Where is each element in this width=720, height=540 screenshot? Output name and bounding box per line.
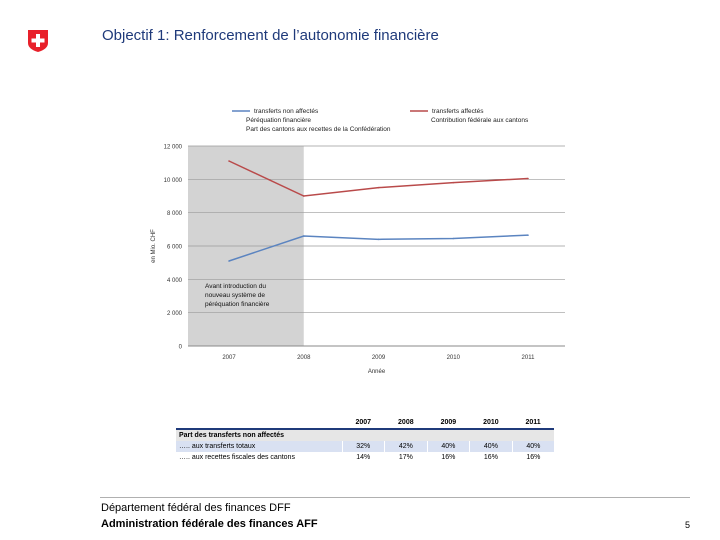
y-tick-label: 2 000 bbox=[166, 311, 182, 318]
y-tick-label: 4 000 bbox=[166, 277, 182, 284]
legend-label: transferts non affectés bbox=[254, 108, 319, 115]
data-point bbox=[527, 234, 529, 236]
footer-administration: Administration fédérale des finances AFF bbox=[101, 518, 318, 530]
table-cell: 16% bbox=[427, 452, 470, 463]
table-header-cell: 2007 bbox=[342, 417, 385, 429]
data-point bbox=[452, 238, 454, 240]
table-cell: 40% bbox=[470, 441, 513, 452]
x-tick-label: 2008 bbox=[297, 355, 311, 361]
legend-label: Contribution fédérale aux cantons bbox=[431, 117, 529, 124]
data-point bbox=[228, 160, 230, 162]
x-tick-label: 2010 bbox=[446, 355, 460, 361]
data-point bbox=[378, 239, 380, 241]
x-tick-label: 2007 bbox=[222, 355, 236, 361]
y-tick-label: 6 000 bbox=[166, 244, 182, 251]
table-cell: 16% bbox=[470, 452, 513, 463]
table-header-cell bbox=[176, 417, 342, 429]
table-header-cell: 2009 bbox=[427, 417, 470, 429]
shaded-region-annotation: Avant introduction du bbox=[205, 283, 266, 290]
x-axis-label: Année bbox=[367, 369, 386, 375]
data-point bbox=[303, 235, 305, 237]
table-row bbox=[176, 441, 554, 452]
y-tick-label: 0 bbox=[178, 344, 182, 351]
footer-department: Département fédéral des finances DFF bbox=[101, 502, 291, 514]
table-cell: 42% bbox=[385, 441, 428, 452]
table-header-cell: 2008 bbox=[385, 417, 428, 429]
x-tick-label: 2009 bbox=[371, 355, 386, 361]
table-cell: 40% bbox=[427, 441, 470, 452]
legend-label: Péréquation financière bbox=[246, 117, 312, 124]
shaded-region-annotation: péréquation financière bbox=[205, 301, 270, 308]
y-tick-label: 10 000 bbox=[163, 177, 182, 184]
x-tick-label: 2011 bbox=[521, 355, 535, 361]
data-point bbox=[303, 195, 305, 197]
data-point bbox=[452, 182, 454, 184]
legend-label: transferts affectés bbox=[432, 108, 484, 115]
page-title: Objectif 1: Renforcement de l’autonomie financière bbox=[102, 27, 439, 44]
shaded-region-annotation: nouveau système de bbox=[205, 292, 265, 299]
table-header-cell: 2010 bbox=[470, 417, 513, 429]
table-row-label: ….. aux transferts totaux bbox=[176, 441, 342, 452]
page-number: 5 bbox=[685, 520, 691, 530]
table-cell: 17% bbox=[385, 452, 428, 463]
table-cell: 32% bbox=[342, 441, 385, 452]
table-cell: 14% bbox=[342, 452, 385, 463]
y-axis-label: en Mio. CHF bbox=[151, 229, 157, 263]
y-tick-label: 12 000 bbox=[163, 144, 182, 151]
data-point bbox=[378, 187, 380, 189]
footer-divider bbox=[100, 497, 690, 498]
data-point bbox=[228, 260, 230, 262]
table-section-row bbox=[176, 429, 554, 441]
table-cell: 16% bbox=[512, 452, 554, 463]
table-section-label: Part des transferts non affectés bbox=[176, 429, 554, 441]
legend-label: Part des cantons aux recettes de la Confédération bbox=[246, 126, 391, 133]
table-header-cell: 2011 bbox=[512, 417, 554, 429]
y-tick-label: 8 000 bbox=[166, 211, 182, 218]
table-header-row bbox=[176, 417, 554, 429]
table-cell: 40% bbox=[512, 441, 554, 452]
data-point bbox=[527, 178, 529, 180]
table-row-label: ….. aux recettes fiscales des cantons bbox=[176, 452, 342, 463]
table-row bbox=[176, 452, 554, 463]
data-table bbox=[176, 417, 554, 463]
